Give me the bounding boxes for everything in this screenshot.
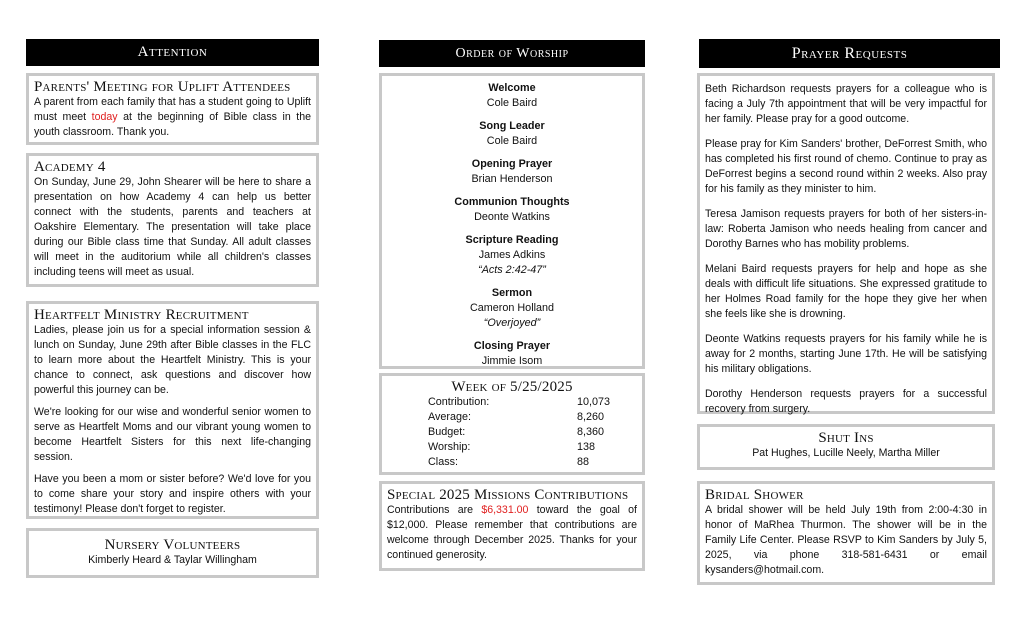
today-highlight: today: [91, 111, 118, 123]
stats-row: Worship: 138: [428, 441, 596, 453]
academy-text: On Sunday, June 29, John Shearer will be here to share a presentation on how Academy 4 can help us better connect with the students, parents and teachers at Oakshire Elementary. The presentation will take place during our Bible class time that Sunday. All adult classes will meet in the auditorium while all children's classes including teens will meet as usual.: [34, 176, 311, 278]
missions-section: [379, 481, 645, 571]
parents-meeting-text: A parent from each family that has a student going to Uplift must meet today at the beginning of Bible class in the youth classroom. Thank you.: [34, 96, 311, 138]
prayer-requests-section: [697, 73, 995, 414]
attention-header: Attention: [26, 39, 319, 66]
bridal-shower-title: Bridal Shower: [705, 487, 804, 503]
nursery-section: [26, 528, 319, 578]
worship-item-closing-prayer: Closing Prayer Jimmie Isom: [473, 340, 551, 367]
missions-amount: $6,331.00: [481, 504, 529, 516]
missions-text: Contributions are $6,331.00 toward the goal of $12,000. Please remember that contributions are welcome through December 2025. Thanks for your continued generosity.: [387, 504, 637, 561]
worship-item-opening-prayer: Opening Prayer Brian Henderson: [471, 158, 553, 185]
bridal-shower-text: A bridal shower will be held July 19th from 2:00-4:30 in honor of MaRhea Thurmon. The shower will be in the Family Life Center. Please RSVP to Kim Sanders by July 5, 2025, via phone 318-581-6431 or email kysanders@hotmail.com.: [705, 504, 987, 576]
worship-item-sermon: Sermon Cameron Holland “Overjoyed”: [469, 287, 555, 329]
prayer-request: Teresa Jamison requests prayers for both of her sisters-in-law: Roberta Jamison who needs healing from cancer and Dorothy Barnes who has mobility problems.: [705, 208, 987, 250]
prayer-request: Please pray for Kim Sanders' brother, DeForrest Smith, who has completed his first round of chemo. Continue to pray as DeForrest begins a second round within 2 weeks. Also pray for his family as they minister to him.: [705, 138, 987, 195]
shut-ins-title: Shut Ins: [818, 430, 874, 446]
worship-item-scripture: Scripture Reading James Adkins “Acts 2:42-47”: [465, 234, 559, 276]
prayer-request: Dorothy Henderson requests prayers for a successful recovery from surgery.: [705, 388, 987, 415]
bridal-shower-section: [697, 481, 995, 585]
order-of-worship-section: [379, 73, 645, 369]
parents-meeting-section: [26, 73, 319, 145]
stats-row: Budget: 8,360: [428, 426, 605, 438]
prayer-request: Deonte Watkins requests prayers for his family while he is away for 2 months, starting June 17th. He will be satisfying his military obligations.: [705, 333, 987, 375]
academy-title: Academy 4: [34, 159, 106, 175]
week-stats-section: [379, 373, 645, 475]
worship-item-song-leader: Song Leader Cole Baird: [479, 120, 545, 147]
heartfelt-section: [26, 301, 319, 519]
prayer-request: Melani Baird requests prayers for help and hope as she deals with difficult life situations. She expressed gratitude to her Holmes Road family for the hope they give her when she feels like she is drowning.: [705, 263, 987, 320]
stats-row: Class: 88: [428, 456, 590, 468]
heartfelt-paragraph: Ladies, please join us for a special information session & lunch on Sunday, June 29th after Bible classes in the FLC to learn more about the Heartfelt Ministry. This is your chance to connect, ask questions and discover how powerful this journey can be.: [34, 324, 311, 396]
stats-row: Contribution: 10,073: [428, 396, 611, 408]
shut-ins-names: Pat Hughes, Lucille Neely, Martha Miller: [752, 447, 940, 459]
heartfelt-paragraph: Have you been a mom or sister before? We'd love for you to come share your story and inspire others with your testimony! Please don't forget to register.: [34, 473, 311, 515]
shut-ins-section: [697, 424, 995, 470]
missions-title: Special 2025 Missions Contributions: [387, 487, 629, 503]
heartfelt-paragraph: We're looking for our wise and wonderful senior women to serve as Heartfelt Moms and our vibrant young women to become Heartfelt Sisters for this next life-changing session.: [34, 406, 311, 463]
nursery-names: Kimberly Heard & Taylar Willingham: [88, 554, 257, 566]
order-of-worship-header: Order of Worship: [379, 40, 645, 67]
heartfelt-title: Heartfelt Ministry Recruitment: [34, 307, 249, 323]
week-stats-table: [428, 395, 610, 470]
parents-meeting-title: Parents' Meeting for Uplift Attendees: [34, 79, 291, 95]
nursery-title: Nursery Volunteers: [104, 537, 241, 553]
prayer-requests-header: Prayer Requests: [699, 39, 1000, 68]
worship-item-welcome: Welcome Cole Baird: [486, 82, 538, 109]
academy-section: [26, 153, 319, 287]
prayer-request: Beth Richardson requests prayers for a colleague who is facing a July 7th appointment that will be very impactful for her family. Please pray for a good outcome.: [705, 83, 987, 125]
week-stats-title: Week of 5/25/2025: [451, 379, 573, 395]
worship-item-communion: Communion Thoughts Deonte Watkins: [454, 196, 570, 223]
heartfelt-body: [34, 323, 311, 517]
stats-row: Average: 8,260: [428, 411, 605, 423]
